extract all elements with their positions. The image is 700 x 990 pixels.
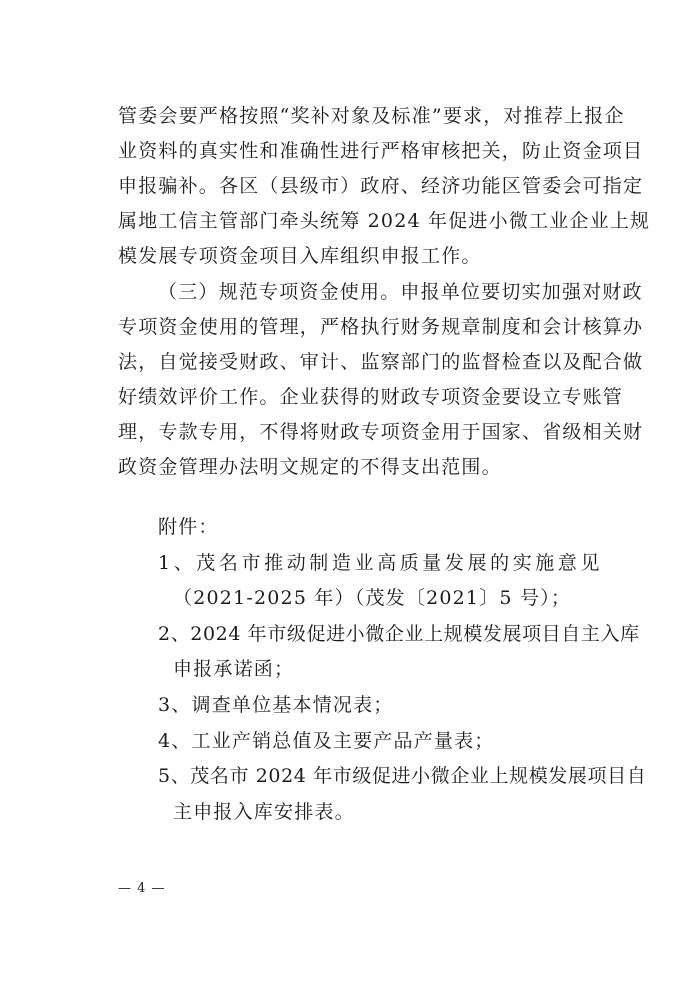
body-line: 专项资金使用的管理，严格执行财务规章制度和会计核算办 xyxy=(118,316,644,338)
body-line: 政资金管理办法明文规定的不得支出范围。 xyxy=(118,456,502,478)
attachments-heading: 附件： xyxy=(158,516,219,538)
attachment-item: 申报承诺函； xyxy=(173,658,295,680)
attachment-item: 3、调查单位基本情况表； xyxy=(158,694,394,716)
attachment-item: 4、工业产销总值及主要产品产量表； xyxy=(158,730,495,752)
body-line: 申报骗补。各区（县级市）政府、经济功能区管委会可指定 xyxy=(118,175,644,197)
attachment-item: 5、茂名市 2024 年市级促进小微企业上规模发展项目自 xyxy=(158,765,647,787)
body-line: 好绩效评价工作。企业获得的财政专项资金要设立专账管 xyxy=(118,386,624,408)
body-line: 管委会要严格按照“奖补对象及标准”要求，对推荐上报企 xyxy=(118,105,625,127)
attachment-item: 2、2024 年市级促进小微企业上规模发展项目自主入库 xyxy=(158,623,640,645)
attachment-item: 1、茂名市推动制造业高质量发展的实施意见 xyxy=(158,552,604,574)
body-line: 法，自觉接受财政、审计、监察部门的监督检查以及配合做 xyxy=(118,351,644,373)
body-line: （三）规范专项资金使用。申报单位要切实加强对财政 xyxy=(158,281,643,303)
page-number: — 4 — xyxy=(118,881,166,896)
body-line: 理，专款专用，不得将财政专项资金用于国家、省级相关财 xyxy=(118,421,644,443)
body-line: 模发展专项资金项目入库组织申报工作。 xyxy=(118,245,482,267)
body-line: 属地工信主管部门牵头统筹 2024 年促进小微工业企业上规 xyxy=(118,210,651,232)
attachment-item: （2021-2025 年）（茂发〔2021〕5 号）； xyxy=(173,587,572,609)
attachment-item: 主申报入库安排表。 xyxy=(173,801,355,823)
body-line: 业资料的真实性和准确性进行严格审核把关，防止资金项目 xyxy=(118,140,644,162)
